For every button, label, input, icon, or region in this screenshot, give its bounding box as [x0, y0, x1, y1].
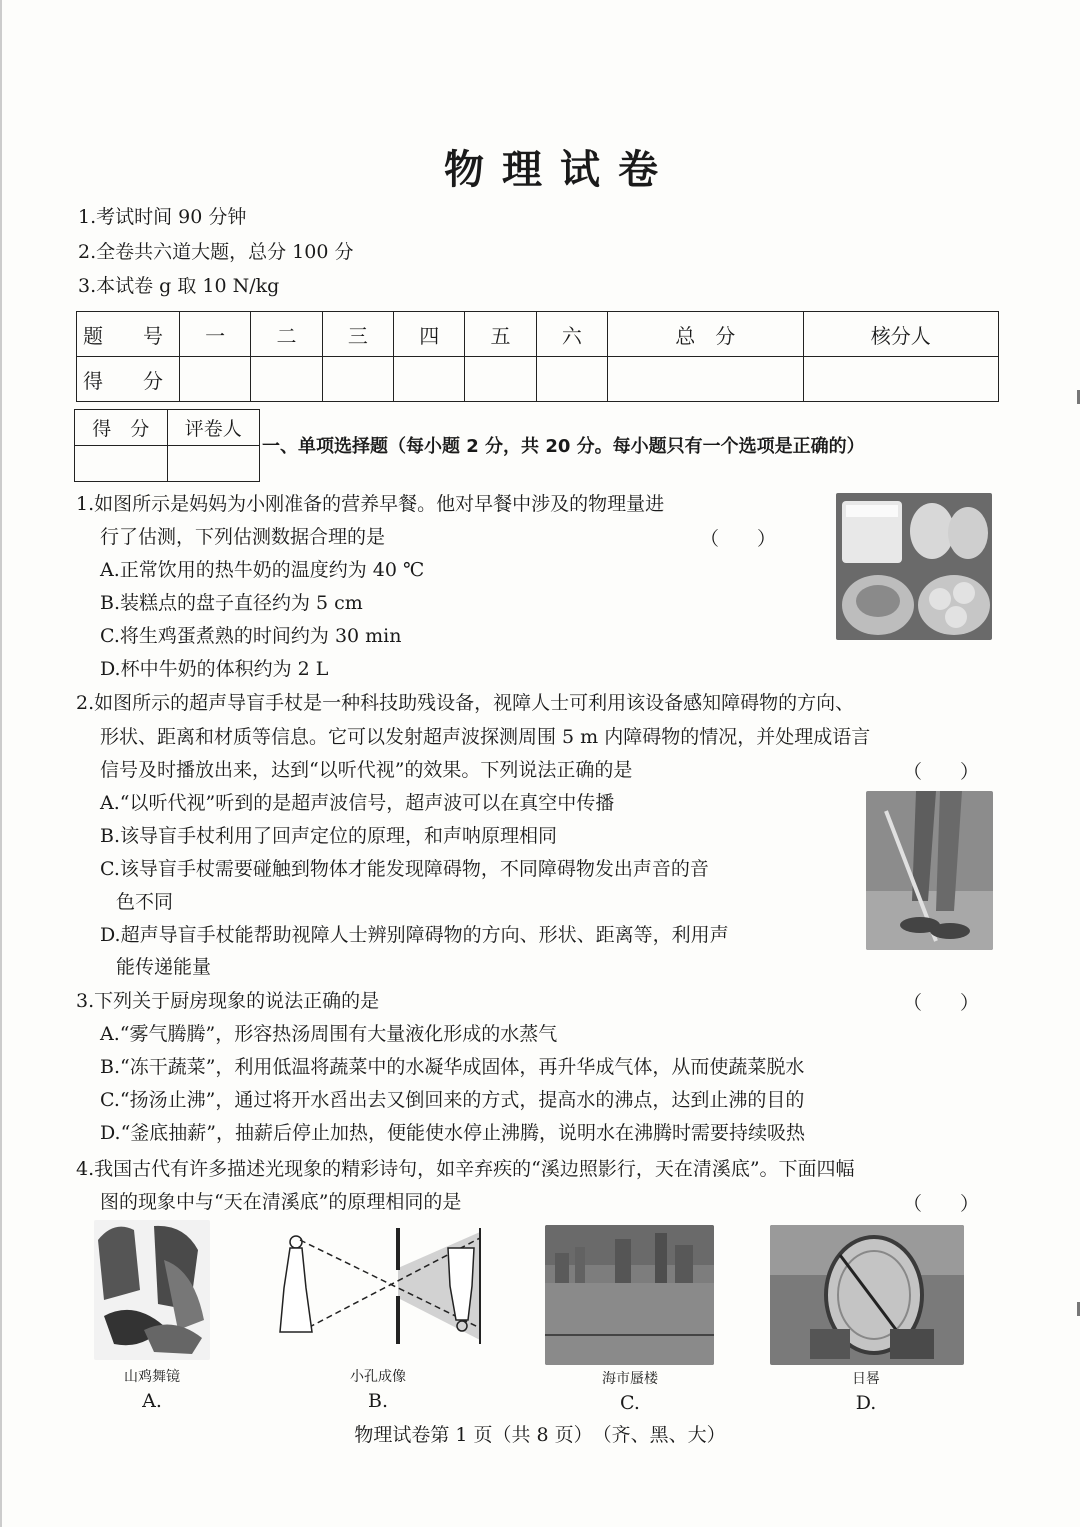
q1-stem-line1: 1.如图所示是妈妈为小刚准备的营养早餐。他对早餐中涉及的物理量进 [76, 493, 665, 515]
grader-score-cell[interactable] [75, 446, 168, 482]
q1-option-a: A.正常饮用的热牛奶的温度约为 40 ℃ [100, 559, 425, 581]
option-d-label[interactable]: D. [855, 1392, 877, 1414]
figure-b-caption: 小孔成像 [350, 1369, 406, 1385]
option-b-label[interactable]: B. [367, 1390, 388, 1412]
grader-table [74, 409, 260, 482]
q1-answer-bracket[interactable]: （ ） [700, 528, 777, 550]
score-input-cell[interactable] [608, 357, 803, 402]
q3-option-a: A.“雾气腾腾”，形容热汤周围有大量液化形成的水蒸气 [100, 1023, 558, 1045]
grader-score-label: 得 分 [75, 410, 168, 446]
figure-d-caption: 日晷 [852, 1371, 880, 1387]
guide-cane-photo [866, 791, 993, 950]
grader-name-label: 评卷人 [167, 410, 260, 446]
grader-name-cell[interactable] [167, 446, 260, 482]
q1-option-d: D.杯中牛奶的体积约为 2 L [100, 658, 329, 680]
score-header-cell: 题 号 [77, 312, 180, 357]
q2-option-b: B.该导盲手杖利用了回声定位的原理，和声呐原理相同 [100, 825, 558, 847]
option-c-label[interactable]: C. [620, 1392, 640, 1414]
breakfast-photo [836, 493, 992, 640]
figure-a-caption: 山鸡舞镜 [124, 1369, 180, 1385]
exam-note-3: 3.本试卷 g 取 10 N/kg [78, 275, 280, 297]
score-header-cell: 核分人 [803, 312, 999, 357]
score-input-cell[interactable] [251, 357, 322, 402]
score-header-cell: 三 [322, 312, 393, 357]
score-header-cell: 四 [394, 312, 465, 357]
exam-note-1: 1.考试时间 90 分钟 [78, 206, 247, 228]
q2-option-a: A.“以听代视”听到的是超声波信号，超声波可以在真空中传播 [100, 792, 615, 814]
score-header-cell: 总 分 [608, 312, 803, 357]
q2-option-d-line1: D.超声导盲手杖能帮助视障人士辨别障碍物的方向、形状、距离等，利用声 [100, 924, 729, 946]
score-header-cell: 一 [180, 312, 251, 357]
score-row-label: 得 分 [77, 357, 180, 402]
q2-answer-bracket[interactable]: （ ） [903, 761, 980, 783]
score-input-cell[interactable] [536, 357, 607, 402]
q3-stem: 3.下列关于厨房现象的说法正确的是 [76, 990, 380, 1012]
score-table [76, 311, 999, 402]
q2-stem-line3: 信号及时播放出来，达到“以听代视”的效果。下列说法正确的是 [100, 759, 633, 781]
q1-stem-line2: 行了估测，下列估测数据合理的是 [100, 526, 386, 548]
q2-stem-line1: 2.如图所示的超声导盲手杖是一种科技助残设备，视障人士可利用该设备感知障碍物的方向、 [76, 692, 855, 714]
q4-answer-bracket[interactable]: （ ） [903, 1193, 980, 1215]
sundial-photo[interactable] [770, 1225, 964, 1365]
q3-answer-bracket[interactable]: （ ） [903, 992, 980, 1014]
score-input-cell[interactable] [394, 357, 465, 402]
pinhole-imaging-diagram[interactable] [270, 1228, 488, 1344]
q2-stem-line2: 形状、距离和材质等信息。它可以发射超声波探测周围 5 m 内障碍物的情况，并处理成语言 [100, 726, 871, 748]
option-a-label[interactable]: A. [142, 1390, 162, 1412]
score-input-cell[interactable] [180, 357, 251, 402]
q4-stem-line2: 图的现象中与“天在清溪底”的原理相同的是 [100, 1191, 462, 1213]
pheasant-mirror-image[interactable] [94, 1220, 210, 1360]
q2-option-c-line1: C.该导盲手杖需要碰触到物体才能发现障碍物，不同障碍物发出声音的音 [100, 858, 709, 880]
page-footer: 物理试卷第 1 页（共 8 页） （齐、黑、大） [354, 1424, 726, 1446]
score-input-cell[interactable] [322, 357, 393, 402]
score-input-cell[interactable] [465, 357, 536, 402]
page-title: 物理试卷 [444, 146, 676, 193]
q1-option-c: C.将生鸡蛋煮熟的时间约为 30 min [100, 625, 402, 647]
q3-option-c: C.“扬汤止沸”，通过将开水舀出去又倒回来的方式，提高水的沸点，达到止沸的目的 [100, 1089, 805, 1111]
score-table-score-row [77, 357, 999, 402]
q2-option-c-line2: 色不同 [116, 891, 174, 913]
score-header-cell: 六 [536, 312, 607, 357]
score-header-cell: 五 [465, 312, 536, 357]
score-input-cell[interactable] [803, 357, 999, 402]
mirage-photo[interactable] [545, 1225, 714, 1365]
q2-option-d-line2: 能传递能量 [116, 956, 212, 978]
score-table-header-row [77, 312, 999, 357]
exam-note-2: 2.全卷共六道大题，总分 100 分 [78, 241, 354, 263]
section-heading: 一、单项选择题（每小题 2 分，共 20 分。每小题只有一个选项是正确的） [262, 436, 865, 457]
score-header-cell: 二 [251, 312, 322, 357]
figure-c-caption: 海市蜃楼 [602, 1371, 658, 1387]
q1-option-b: B.装糕点的盘子直径约为 5 cm [100, 592, 363, 614]
q3-option-b: B.“冻干蔬菜”，利用低温将蔬菜中的水凝华成固体，再升华成气体，从而使蔬菜脱水 [100, 1056, 805, 1078]
q4-stem-line1: 4.我国古代有许多描述光现象的精彩诗句，如辛弃疾的“溪边照影行，天在清溪底”。下面四幅 [76, 1158, 855, 1180]
q3-option-d: D.“釜底抽薪”，抽薪后停止加热，便能使水停止沸腾，说明水在沸腾时需要持续吸热 [100, 1122, 806, 1144]
